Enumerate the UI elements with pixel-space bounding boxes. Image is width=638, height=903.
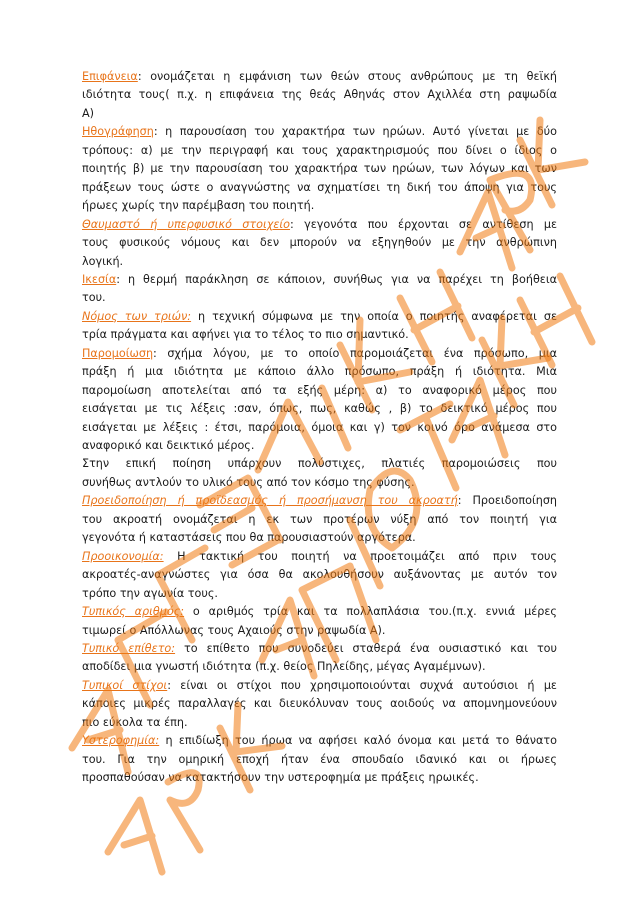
- glossary-definition-text: του. Για την ομηρική εποχή ήταν ένα σπουδαίο ιδανικό και οι ήρωες: [82, 752, 557, 766]
- glossary-entry-line: [82, 658, 557, 676]
- glossary-term: Θαυμαστό ή υπερφυσικό στοιχείο: [82, 217, 291, 231]
- glossary-definition-text: προσπαθούσαν να κατακτήσουν την υστεροφημία με πράξεις ηρωικές.: [82, 771, 479, 785]
- glossary-entry-line: [82, 622, 557, 640]
- glossary-definition-text: το επίθετο που συνοδεύει σταθερά ένα ουσιαστικό και του: [175, 641, 558, 655]
- glossary-entry-line: [82, 363, 557, 381]
- glossary-entry-line: [82, 566, 557, 584]
- glossary-entry-line: [82, 529, 557, 547]
- glossary-term: Τυπικός αριθμός:: [82, 605, 185, 619]
- glossary-entry-first-line: [82, 308, 557, 326]
- glossary-definition-text: : γεγονότα που έρχονται σε αντίθεση με: [290, 217, 557, 231]
- glossary-definition-text: : η παρουσίαση του χαρακτήρα των ηρώων. Αυτό γίνεται με δύο: [153, 125, 557, 139]
- glossary-entry-line: [82, 511, 557, 529]
- glossary-entry-first-line: [82, 271, 557, 289]
- glossary-definition-text: Η τακτική του ποιητή να προετοιμάζει από πριν τους: [163, 549, 557, 563]
- glossary-entry-first-line: [82, 216, 557, 234]
- glossary-definition-text: λογική.: [82, 254, 124, 268]
- glossary-definition-text: κάποιες μικρές παραλλαγές και διευκόλυναν τους αοιδούς να απομνημονεύουν: [82, 697, 557, 711]
- glossary-term: Υστεροφημία:: [82, 734, 160, 748]
- glossary-entry-line: [82, 326, 557, 344]
- glossary-term: Ηθογράφηση: [82, 125, 154, 139]
- glossary-entry-line: [82, 197, 557, 215]
- glossary-definition-text: : είναι οι στίχοι που χρησιμοποιούνται συχνά αυτούσιοι ή με: [167, 678, 557, 692]
- glossary-entry-line: [82, 253, 557, 271]
- glossary-definition-text: αναφορικό και δεικτικό μέρος.: [82, 439, 255, 452]
- glossary-definition-text: του ακροατή ονομάζεται η εκ των προτέρων νύξη από τον ποιητή για: [82, 512, 557, 526]
- glossary-definition-text: Α): [82, 106, 95, 120]
- glossary-entry-line: [82, 160, 557, 178]
- glossary-definition-text: εισάγεται με λέξεις : έτσι, παρόμοια, όμοια και γ) τον κοινό όρο ανάμεσα στο: [82, 420, 557, 434]
- glossary-term: Επιφάνεια: [82, 70, 138, 83]
- glossary-definition-text: ακροατές-αναγνώστες για όσα θα ακολουθήσουν αυξάνοντας με αυτόν τον: [82, 568, 557, 582]
- glossary-definition-text: τους φυσικούς νόμους και δεν μπορούν να εξηγηθούν με την ανθρώπινη: [82, 236, 557, 250]
- glossary-definition-text: : ονομάζεται η εμφάνιση των θεών στους ανθρώπους με τη θεϊκή: [137, 70, 557, 83]
- glossary-definition-text: ποιητής β) με την παρουσίαση του χαρακτήρα των ηρώων, των λόγων και των: [82, 162, 557, 176]
- glossary-entry-line: [82, 86, 557, 104]
- glossary-definition-text: τρόπους: α) με την περιγραφή και τους χαρακτηρισμούς που δίνει ο ίδιος ο: [82, 143, 557, 157]
- glossary-entry-first-line: [82, 492, 557, 510]
- glossary-entry-line: [82, 474, 557, 492]
- glossary-definition-text: του.: [82, 291, 106, 305]
- glossary-definition-text: εισάγεται με τις λέξεις :σαν, όπως, πως, καθώς , β) το δεικτικό μέρος που: [82, 402, 557, 416]
- glossary-definition-text: τιμωρεί ο Απόλλωνας τους Αχαιούς στην ραψωδία Α).: [82, 623, 386, 637]
- glossary-entry-first-line: [82, 548, 557, 566]
- glossary-entry-line: [82, 382, 557, 400]
- glossary-definition-text: πράξη ή μια ιδιότητα με κάποιο άλλο πρόσωπο, πράξη ή ιδιότητα. Μια: [82, 365, 557, 379]
- glossary-definition-text: αποδίδει μια γνωστή ιδιότητα (π.χ. θείος Πηλείδης, μέγας Αγαμέμνων).: [82, 660, 486, 674]
- glossary-entry-line: [82, 751, 557, 769]
- glossary-entry-line: [82, 142, 557, 160]
- glossary-entry-first-line: [82, 603, 557, 621]
- glossary-term: Προοικονομία:: [82, 549, 164, 563]
- glossary-definition-text: τρόπο την αγωνία τους.: [82, 586, 218, 600]
- glossary-entry-line: [82, 400, 557, 418]
- glossary-entry-line: [82, 179, 557, 197]
- glossary-entry-first-line: [82, 732, 557, 750]
- glossary-term: Τυπικοί στίχοι: [82, 678, 168, 692]
- glossary-definition-text: Στην επική ποίηση υπάρχουν πολύστιχες, πλατιές παρομοιώσεις που: [82, 457, 557, 471]
- glossary-definition-text: ήρωες χωρίς την παρέμβαση του ποιητή.: [82, 199, 315, 213]
- glossary-definition-text: γεγονότα ή καταστάσεις που θα παρουσιαστούν αργότερα.: [82, 531, 416, 545]
- glossary-definition-text: παρομοίωση αποτελείται από τα εξής μέρη: α) το αναφορικό μέρος που: [82, 383, 557, 397]
- glossary-entry-first-line: [82, 68, 557, 86]
- glossary-definition-text: ο αριθμός τρία και τα πολλαπλάσια του.(π.χ. εννιά μέρες: [184, 605, 557, 619]
- glossary-entry-line: [82, 234, 557, 252]
- glossary-term: Ικεσία: [82, 272, 117, 286]
- glossary-definition-text: η επιδίωξη του ήρωα να αφήσει καλό όνομα και μετά το θάνατο: [159, 734, 557, 748]
- glossary-entry-line: [82, 105, 557, 123]
- glossary-definition-text: συνήθως αντλούν το υλικό τους από τον κόσμο της φύσης.: [82, 475, 415, 489]
- glossary-entry-line: [82, 455, 557, 473]
- glossary-entry-line: [82, 419, 557, 437]
- glossary-term: Προειδοποίηση ή προϊδεασμός ή προσήμανση του ακροατή: [82, 494, 458, 508]
- glossary-entry-first-line: [82, 345, 557, 363]
- glossary-entry-line: [82, 437, 557, 455]
- glossary-definition-text: : η θερμή παράκληση σε κάποιον, συνήθως για να παρέχει τη βοήθεια: [116, 272, 557, 286]
- glossary-entry-line: [82, 695, 557, 713]
- glossary-definition-text: : σχήμα λόγου, με το οποίο παρομοιάζεται ένα πρόσωπο, μια: [153, 346, 557, 360]
- glossary-definition-text: η τεχνική σύμφωνα με την οποία ο ποιητής αναφέρεται σε: [191, 309, 558, 323]
- glossary-definition-text: πιο εύκολα τα έπη.: [82, 715, 188, 729]
- glossary-entry-line: [82, 585, 557, 603]
- glossary-term: Τυπικό επίθετο:: [82, 641, 176, 655]
- glossary-entry-line: [82, 714, 557, 732]
- glossary-entry-line: [82, 289, 557, 307]
- glossary-term: Νόμος των τριών:: [82, 309, 192, 323]
- glossary-term: Παρομοίωση: [82, 346, 154, 360]
- glossary-entry-first-line: [82, 640, 557, 658]
- glossary-definition-text: τρία πράγματα και αφήνει για το τέλος το πιο σημαντικό.: [82, 328, 409, 342]
- glossary-entry-line: [82, 769, 557, 787]
- glossary-entry-first-line: [82, 123, 557, 141]
- glossary-definition-text: : Προειδοποίηση: [457, 494, 558, 508]
- glossary-definition-text: πράξεων τους ώστε ο αναγνώστης να σχηματίσει τη δική του άποψη για τους: [82, 180, 557, 194]
- glossary-entry-first-line: [82, 677, 557, 695]
- glossary-definition-text: ιδιότητα τους( π.χ. η επιφάνεια της θεάς Αθηνάς στον Αχιλλέα στη ραψωδία: [82, 88, 557, 102]
